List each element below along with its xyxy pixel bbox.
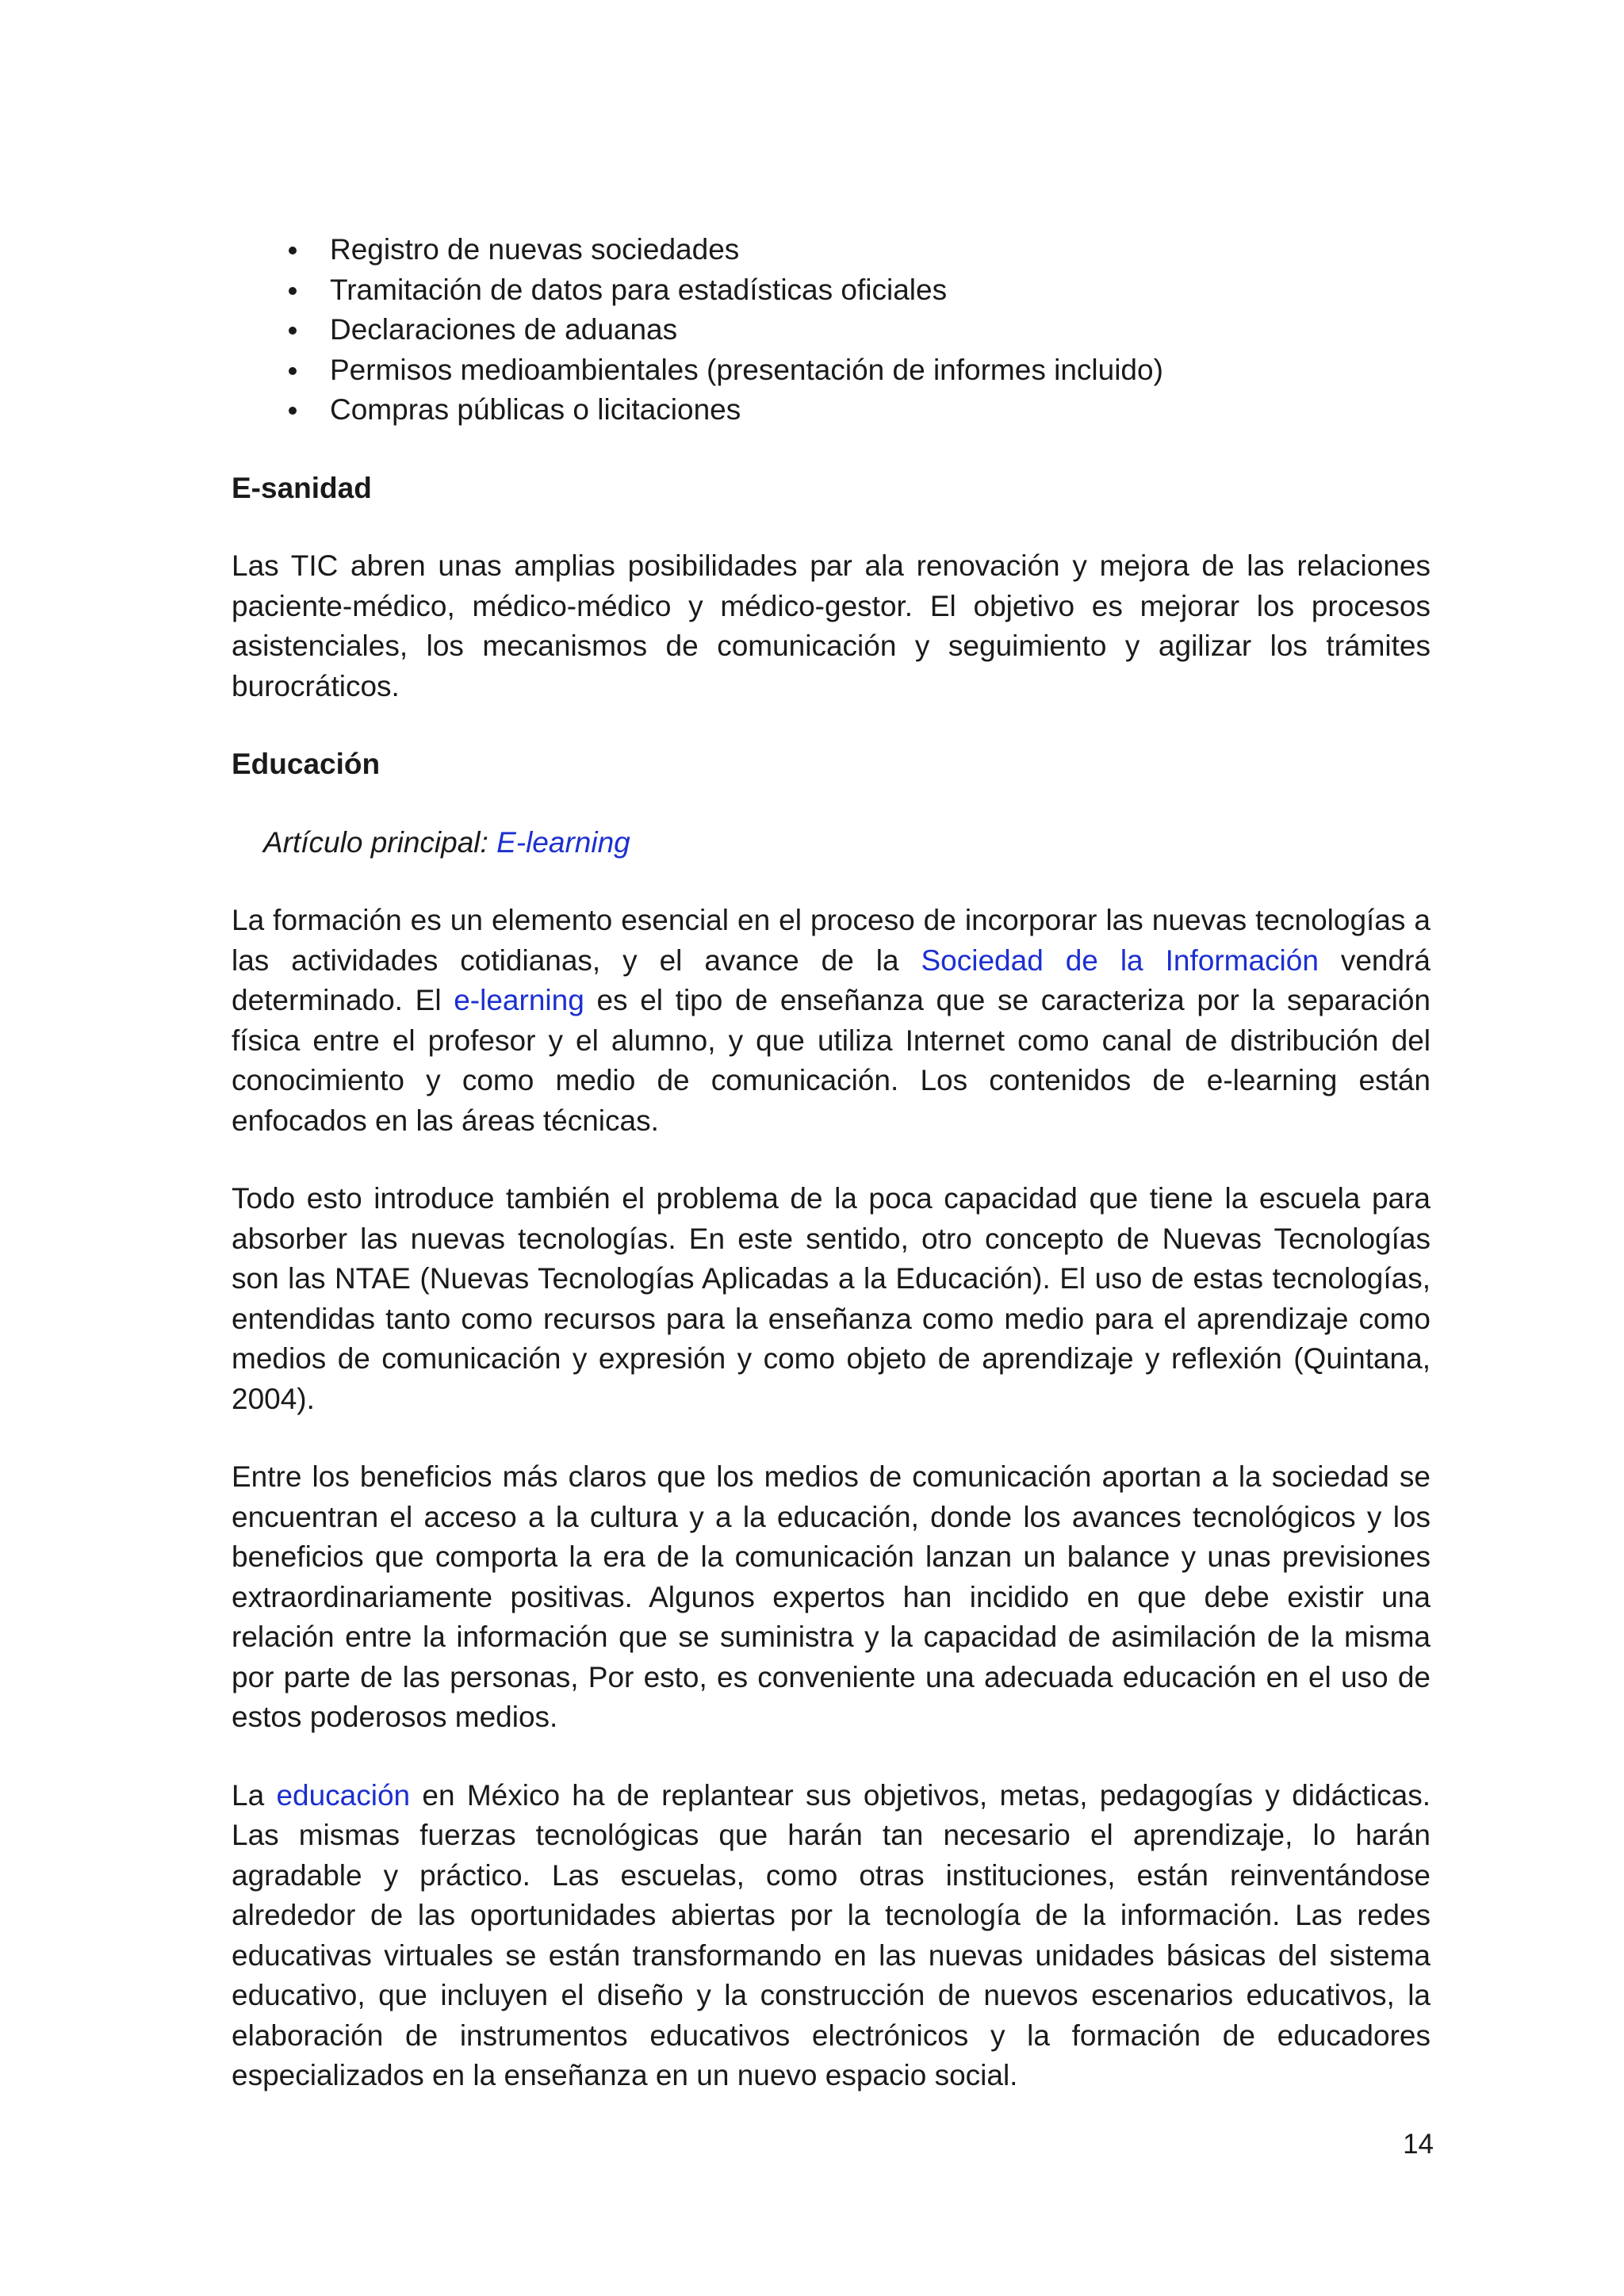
paragraph-text: La	[232, 1778, 277, 1812]
bullet-list	[232, 230, 1431, 430]
list-item-text: Permisos medioambientales (presentación de informes incluido)	[330, 353, 1163, 386]
educacion-link[interactable]: educación	[276, 1778, 411, 1812]
paragraph-beneficios: Entre los beneficios más claros que los medios de comunicación aportan a la sociedad se encuentran el acceso a la cultura y a la educación, donde los avances tecnológicos y los beneficios que comporta la era de la comunicación lanzan un balance y unas previsiones extraordinariamente positivas. Algunos expertos han incidido en que debe existir una relación entre la información que se suministra y la capacidad de asimilación de la misma por parte de las personas, Por esto, es conveniente una adecuada educación en el uso de estos poderosos medios.	[232, 1460, 1431, 1733]
spacer	[232, 863, 1431, 901]
paragraph-text: vendrá determinado. El	[232, 943, 1431, 1016]
list-item-text: Declaraciones de aduanas	[330, 313, 678, 346]
bullet-icon	[289, 367, 297, 375]
sociedad-informacion-link[interactable]: Sociedad de la Información	[921, 943, 1319, 977]
bullet-icon	[289, 247, 297, 254]
list-item	[232, 310, 1431, 350]
paragraph-esanidad: Las TIC abren unas amplias posibilidades par ala renovación y mejora de las relaciones paciente-médico, médico-médico y médico-gestor. El objetivo es mejorar los procesos asistenciales, los mecanismos de comunicación y seguimiento y agilizar los trámites burocráticos.	[232, 549, 1431, 702]
spacer	[232, 1738, 1431, 1776]
bullet-icon	[289, 287, 297, 295]
main-article-note	[232, 823, 1431, 863]
list-item	[232, 270, 1431, 311]
paragraph-text: La formación es un elemento esencial en el proceso de incorporar las nuevas tecnologías a las actividades cotidianas, y el avance de la	[232, 904, 1431, 977]
list-item-text: Tramitación de datos para estadísticas oficiales	[330, 273, 948, 306]
section-heading-esanidad: E-sanidad	[232, 471, 372, 504]
spacer	[232, 706, 1431, 744]
bullet-icon	[289, 407, 297, 415]
list-item	[232, 390, 1431, 430]
spacer	[232, 1141, 1431, 1179]
paragraph-formacion	[232, 901, 1431, 1141]
page-content	[232, 230, 1431, 2096]
spacer	[232, 1419, 1431, 1457]
elearning-link[interactable]: e-learning	[454, 984, 584, 1016]
bullet-icon	[289, 327, 297, 335]
paragraph-text: es el tipo de enseñanza que se caracteriza por la separación física entre el profesor y el alumno, y que utiliza Internet como canal de distribución del conocimiento y como medio de comunicación. Los contenidos de e-learning están enfocados en las áreas técnicas.	[232, 984, 1431, 1137]
paragraph-ntae: Todo esto introduce también el problema de la poca capacidad que tiene la escuela para absorber las nuevas tecnologías. En este sentido, otro concepto de Nuevas Tecnologías son las NTAE (Nuevas Tecnologías Aplicadas a la Educación). El uso de estas tecnologías, entendidas tanto como recursos para la enseñanza como medio para el aprendizaje como medios de comunicación y expresión y como objeto de aprendizaje y reflexión (Quintana, 2004).	[232, 1182, 1431, 1415]
spacer	[232, 430, 1431, 469]
list-item	[232, 350, 1431, 391]
paragraph-text: en México ha de replantear sus objetivos, metas, pedagogías y didácticas. Las mismas fuerzas tecnológicas que harán tan necesario el aprendizaje, lo harán agradable y práctico. Las escuelas, como otras instituciones, están reinventándose alrededor de las oportunidades abiertas por la tecnología de la información. Las redes educativas virtuales se están transformando en las nuevas unidades básicas del sistema educativo, que incluyen el diseño y la construcción de nuevos escenarios educativos, la elaboración de instrumentos educativos electrónicos y la formación de educadores especializados en la enseñanza en un nuevo espacio social.	[232, 1778, 1431, 2091]
spacer	[232, 785, 1431, 823]
page-number: 14	[1403, 2129, 1434, 2160]
list-item-text: Compras públicas o licitaciones	[330, 393, 741, 426]
list-item-text: Registro de nuevas sociedades	[330, 233, 740, 266]
paragraph-educacion-mexico	[232, 1776, 1431, 2096]
elearning-article-link[interactable]: E-learning	[496, 825, 630, 859]
spacer	[232, 508, 1431, 546]
list-item	[232, 230, 1431, 270]
section-heading-educacion: Educación	[232, 748, 381, 780]
main-article-prefix: Artículo principal:	[263, 825, 497, 859]
